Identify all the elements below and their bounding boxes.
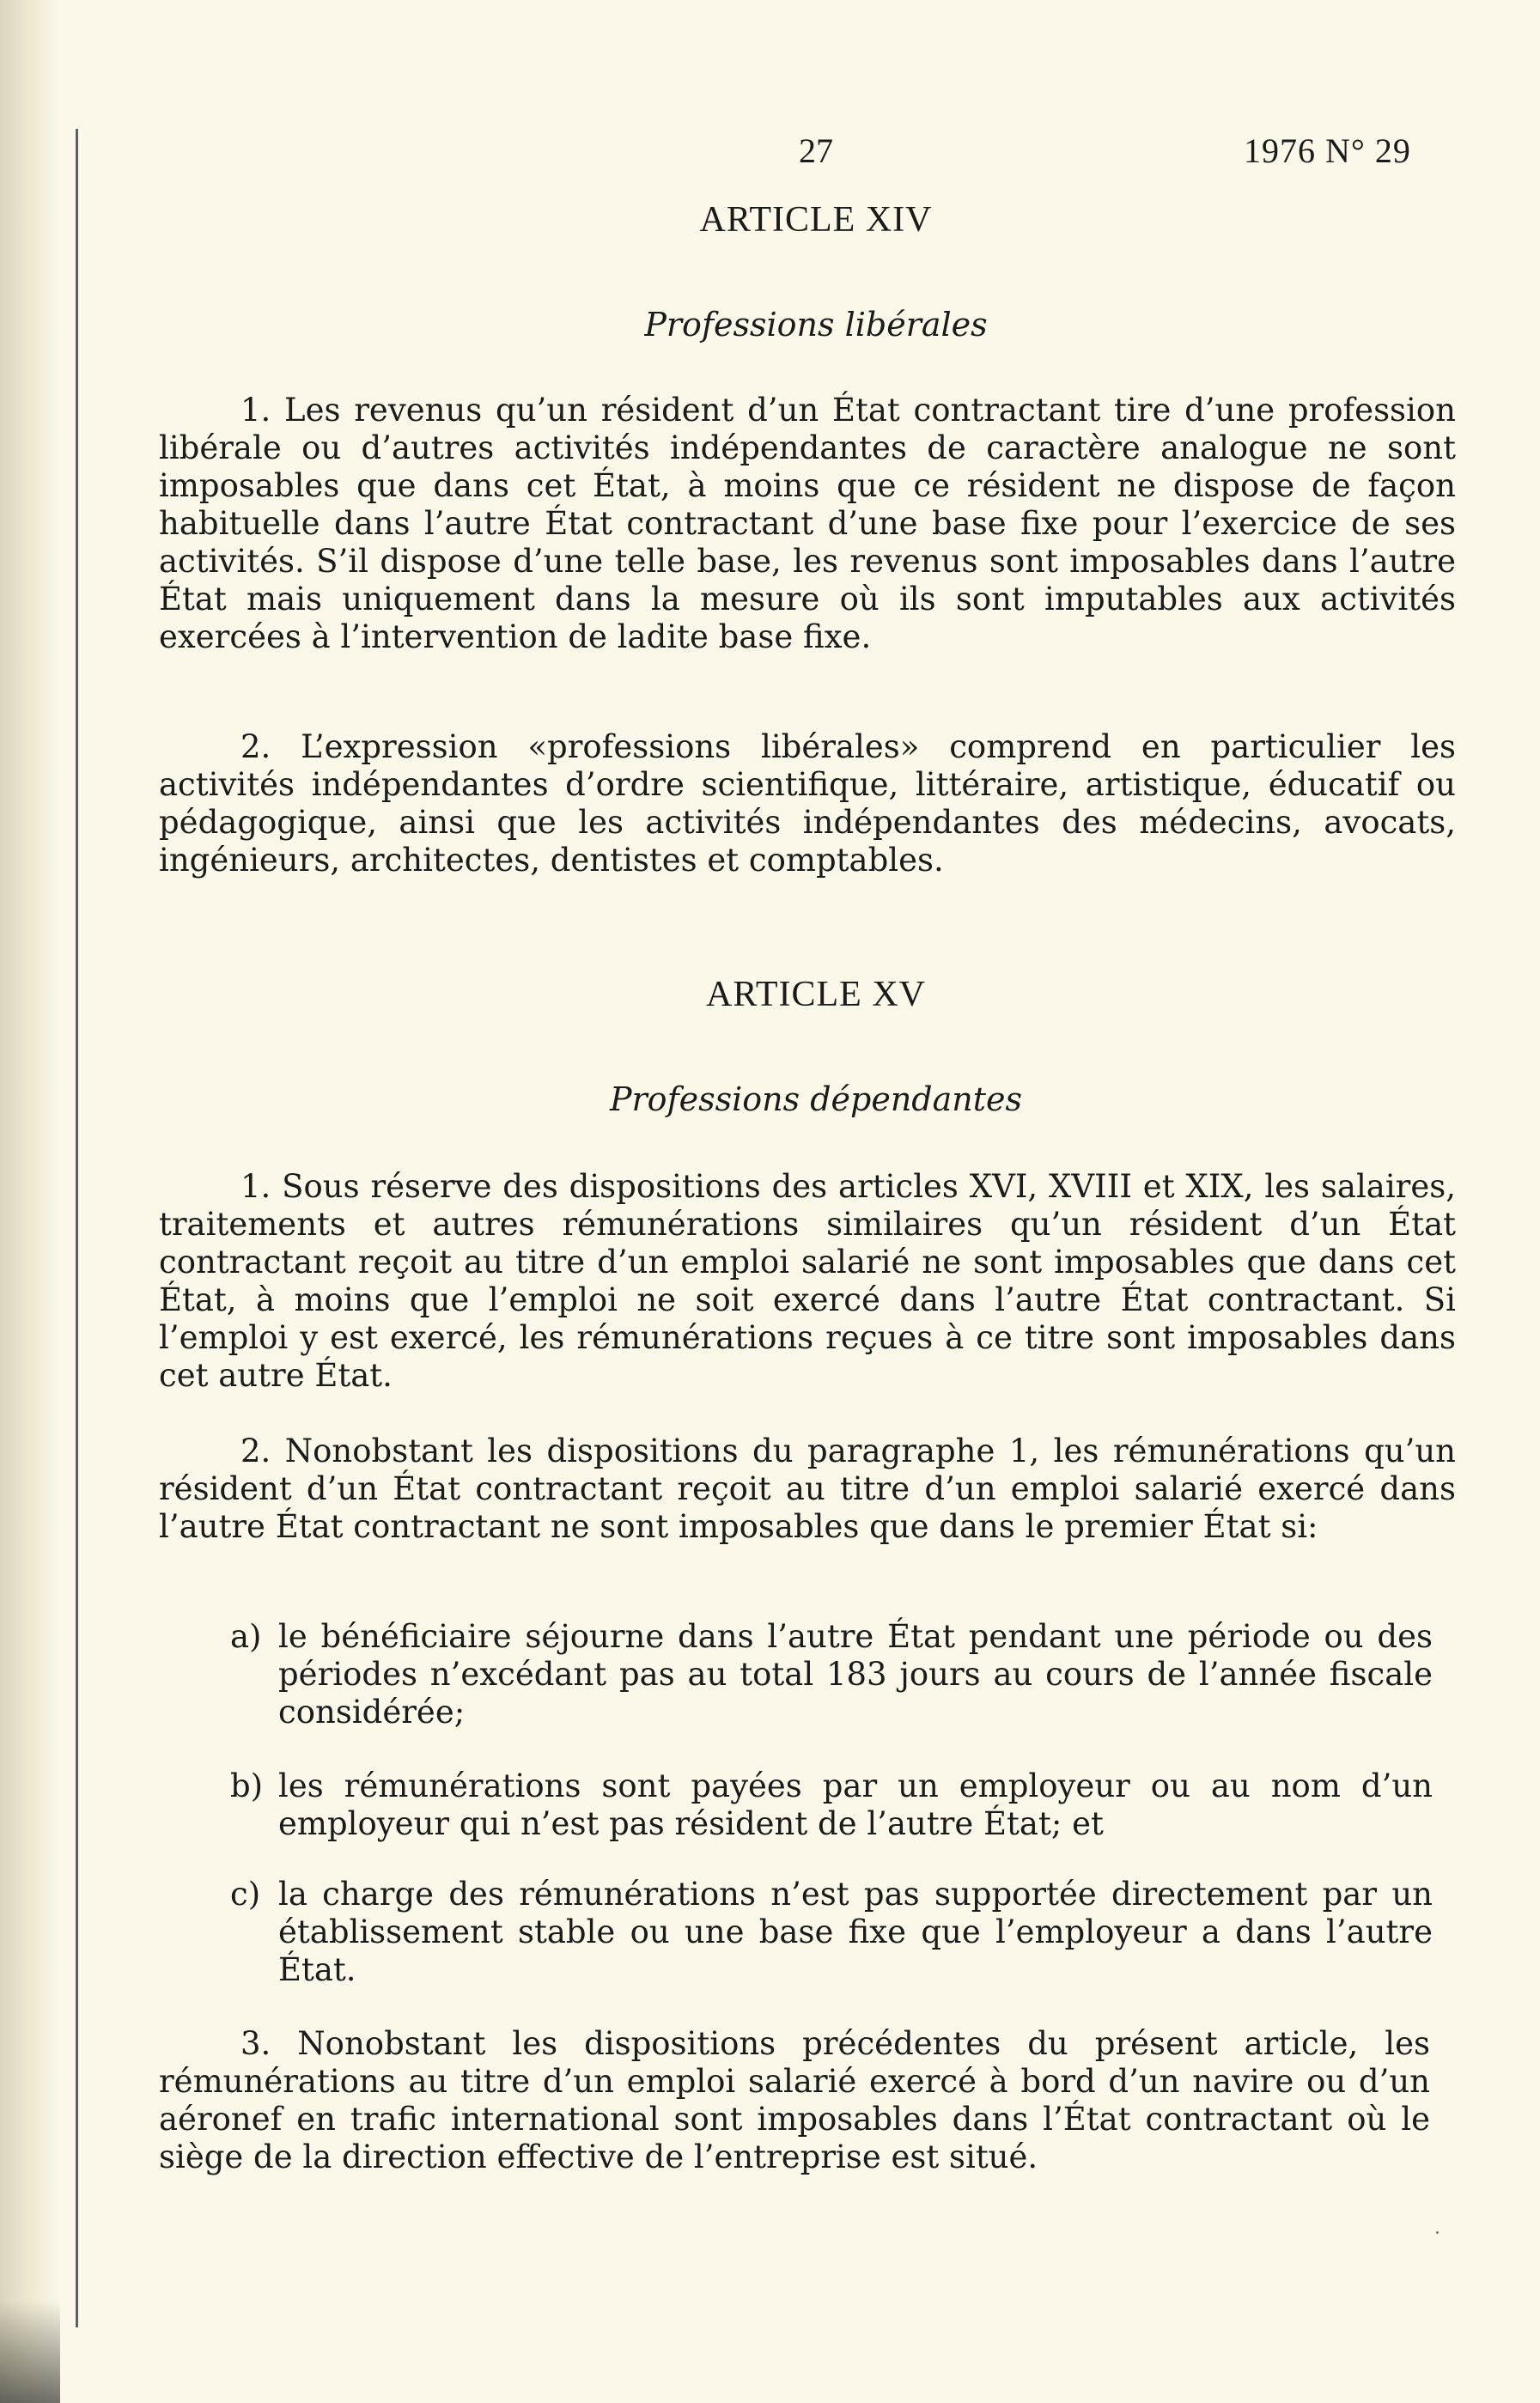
paragraph-text: 2. Nonobstant les dispositions du paragraphe 1, les rémunérations qu’un résident d’un État contractant reçoit au titre d’un emploi salarié exercé dans l’autre État contractant ne sont imposables que dans le premier État si: <box>159 1433 1456 1545</box>
list-item-text: le bénéficiaire séjourne dans l’autre État pendant une période ou des périodes n’excédant pas au total 183 jours au cours de l’année fiscale considérée; <box>278 1618 1433 1731</box>
article-xiv-title <box>0 199 1540 240</box>
list-item-b <box>230 1767 1433 1843</box>
article-xiv-paragraph-2 <box>159 728 1456 879</box>
article-xv-paragraph-1 <box>159 1168 1456 1395</box>
list-item-label: a) <box>230 1618 262 1655</box>
binding-edge <box>76 129 78 2327</box>
article-xiv-subtitle: Professions libérales <box>644 306 988 344</box>
issue-reference: 1976 N° 29 <box>1244 131 1411 170</box>
list-item-label: c) <box>230 1876 261 1913</box>
article-xiv-paragraph-1 <box>159 392 1456 656</box>
paragraph-text: 2. L’expression «professions libérales» comprend en particulier les activités indépendantes d’ordre scientifique, littéraire, artistique, éducatif ou pédagogique, ainsi que les activités indépendantes des médecins, avocats, ingénieurs, architectes, dentistes et comptables. <box>159 728 1456 879</box>
list-item-label: b) <box>230 1767 264 1804</box>
paragraph-text: 3. Nonobstant les dispositions précédentes du présent article, les rémunérations au titre d’un emploi salarié exercé à bord d’un navire ou d’un aéronef en trafic international sont imposables dans l’État contractant où le siège de la direction effective de l’entreprise est situé. <box>159 2025 1430 2175</box>
article-xv-paragraph-3 <box>159 2025 1430 2176</box>
corner-shadow <box>0 2300 60 2403</box>
article-xv-title-numeral: XV <box>872 975 926 1014</box>
list-item-a <box>230 1618 1433 1731</box>
article-xv-subtitle: Professions dépendantes <box>609 1080 1023 1118</box>
article-xv-title-prefix: ARTICLE <box>706 975 862 1014</box>
binding-shadow <box>0 0 60 2403</box>
article-xv-title <box>0 974 1540 1015</box>
list-item-text: les rémunérations sont payées par un employeur ou au nom d’un employeur qui n’est pas résident de l’autre État; et <box>278 1767 1433 1842</box>
paragraph-text: 1. Sous réserve des dispositions des articles XVI, XVIII et XIX, les salaires, traitements et autres rémunérations similaires qu’un résident d’un État contractant reçoit au titre d’un emploi salarié ne sont imposables que dans cet État, à moins que l’emploi ne soit exercé dans l’autre État contractant. Si l’emploi y est exercé, les rémunérations reçues à ce titre sont imposables dans cet autre État. <box>159 1168 1456 1394</box>
article-xiv-title-prefix: ARTICLE <box>699 200 856 240</box>
article-xiv-title-numeral: XIV <box>865 200 933 240</box>
article-xv-paragraph-2 <box>159 1433 1456 1546</box>
paragraph-text: 1. Les revenus qu’un résident d’un État contractant tire d’une profession libérale ou d’autres activités indépendantes de caractère analogue ne sont imposables que dans cet État, à moins que ce résident ne dispose de façon habituelle dans l’autre État contractant d’une base fixe pour l’exercice de ses activités. S’il dispose d’une telle base, les revenus sont imposables dans l’autre État mais uniquement dans la mesure où ils sont imputables aux activités exercées à l’intervention de ladite base fixe. <box>159 392 1456 655</box>
list-item-c <box>230 1876 1433 1989</box>
list-item-text: la charge des rémunérations n’est pas supportée directement par un établissement stable ou une base fixe que l’employeur a dans l’autre État. <box>278 1876 1433 1988</box>
page-number: 27 <box>799 131 833 170</box>
speck-mark <box>1436 2231 1439 2234</box>
